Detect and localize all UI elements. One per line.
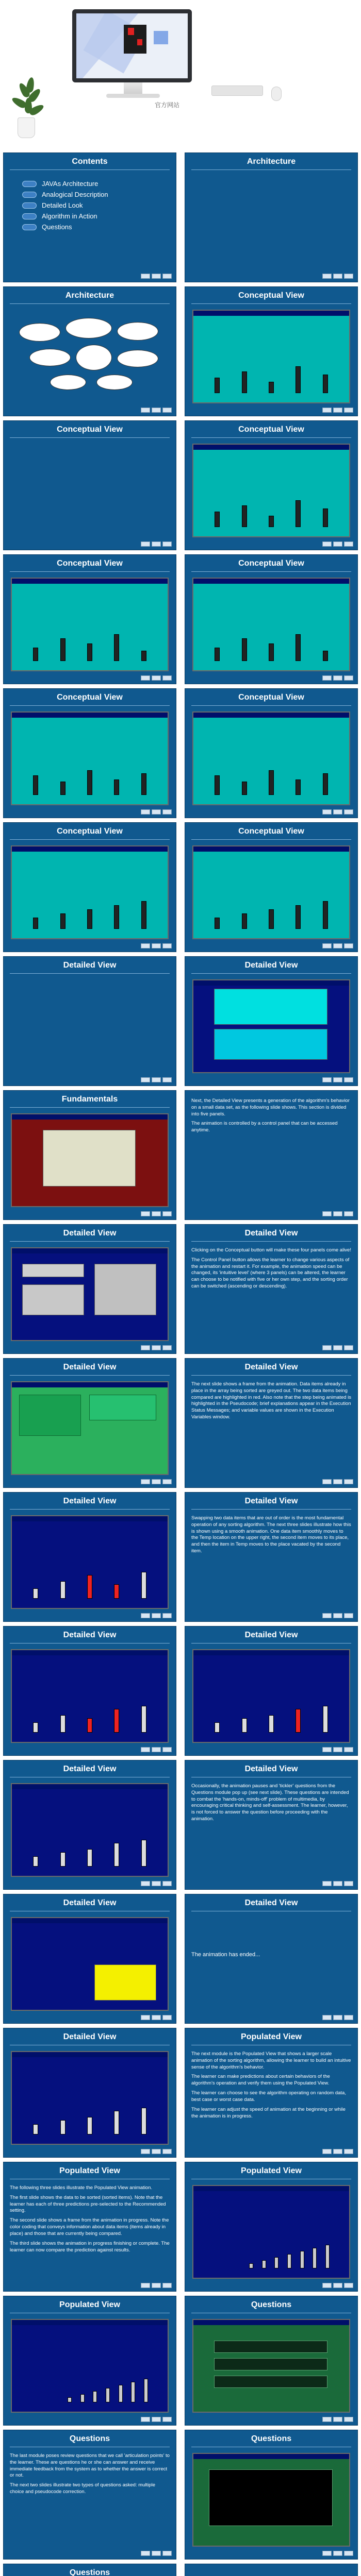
slide-end[interactable] (185, 2564, 358, 2576)
slide-detailed-view[interactable] (3, 1492, 176, 1622)
slide-title: Conceptual View (238, 559, 304, 568)
slide-nav[interactable] (141, 1479, 172, 1484)
slide-conceptual-view[interactable] (185, 688, 358, 818)
slide-nav[interactable] (141, 274, 172, 279)
list-item: Algorithm in Action (22, 212, 108, 220)
slide-body-text: Clicking on the Conceptual button will make these four panels come alive! The Control Panel button allows the learner to change various aspects of the animation and restart it. For example, the animation speed can be changed, its 'intuitive level' (where 3 panels) can be altered, the learner can choose to be notified with five or her own step, and the sorting order can be switched (ascending or descending). (191, 1247, 351, 1290)
slide-title: Detailed View (63, 1363, 117, 1371)
slide-title: Questions (251, 2434, 292, 2443)
slide-body-text: The following three slides illustrate the Populated View animation. The first slide shows the data to be sorted (sorted items). Note that the learner has each of three predictions pre-selected to the Recommended setting. The second slide shows a frame from the animation in progress. Note the color coding that conveys information about data items (items already in place) and those that are currently being compared. The third slide shows the animation in progress finishing or complete. The learner can now compare the prediction against results. (10, 2185, 170, 2253)
slide-nav[interactable] (141, 1881, 172, 1886)
slide-title: Conceptual View (238, 425, 304, 434)
slide-architecture-diagram[interactable] (3, 286, 176, 416)
diagram-node (96, 375, 133, 390)
slide-populated-view[interactable] (185, 2028, 358, 2158)
slide-nav[interactable] (322, 2283, 353, 2288)
slide-nav[interactable] (322, 943, 353, 948)
slide-title: Conceptual View (57, 827, 123, 836)
bullet-icon (22, 224, 37, 230)
slide-nav[interactable] (322, 1211, 353, 1216)
app-window (11, 1917, 169, 2011)
app-window (192, 711, 350, 805)
slide-detailed-view[interactable] (3, 1894, 176, 2024)
slide-nav[interactable] (141, 2283, 172, 2288)
slide-contents[interactable] (3, 152, 176, 282)
slide-detailed-view[interactable] (3, 1358, 176, 1488)
plant-illustration (10, 62, 46, 139)
slide-title: Detailed View (63, 2032, 117, 2041)
slide-title: Contents (72, 157, 108, 166)
monitor-foot (106, 94, 160, 98)
slide-body-text: The last module poses review questions that we call 'articulation points' to the learner. These are questions he or she can answer and receive immediate feedback from the system as to whether the answer is correct or not. The next two slides illustrate two types of questions asked: multiple choice and pseudocode correction. (10, 2453, 170, 2495)
slide-title: Detailed View (63, 961, 117, 970)
app-window (11, 711, 169, 805)
slide-detailed-view[interactable] (185, 1358, 358, 1488)
diagram-node (29, 349, 71, 366)
app-window (192, 444, 350, 537)
app-window (11, 1247, 169, 1341)
app-window (192, 310, 350, 403)
slide-nav[interactable] (141, 2015, 172, 2020)
slide-fundamentals[interactable] (3, 1090, 176, 1220)
slide-questions[interactable] (185, 2296, 358, 2426)
slide-nav[interactable] (141, 541, 172, 547)
app-window (192, 2453, 350, 2547)
slide-title: Populated View (241, 2166, 302, 2175)
bullet-icon (22, 192, 37, 198)
app-window (192, 979, 350, 1073)
slide-nav[interactable] (141, 2149, 172, 2154)
monitor-stand (124, 82, 142, 94)
slide-title: Detailed View (63, 1229, 117, 1238)
slide-nav[interactable] (141, 1747, 172, 1752)
slide-nav[interactable] (322, 1613, 353, 1618)
slide-nav[interactable] (322, 1881, 353, 1886)
diagram-node (50, 375, 86, 390)
slide-body-text: Occasionally, the animation pauses and 'tickler' questions from the Questions module pop up (see next slide). These questions are intended to combat the 'hands-on, minds-off' problem of multimedia, by encouraging critical thinking and self-assessment. The learner, however, is not forced to answer the question before proceeding with the animation. (191, 1783, 349, 1822)
slide-title: Detailed View (244, 1363, 298, 1371)
slide-nav[interactable] (322, 274, 353, 279)
slide-title: Detailed View (63, 1765, 117, 1773)
bullet-icon (22, 202, 37, 209)
slide-title: Detailed View (63, 1899, 117, 1907)
contents-list (22, 180, 108, 234)
slide-title: Detailed View (63, 1631, 117, 1639)
slide-title: Detailed View (244, 1899, 298, 1907)
slide-detailed-view[interactable] (3, 2028, 176, 2158)
slide-nav[interactable] (322, 1345, 353, 1350)
slide-nav[interactable] (322, 1747, 353, 1752)
slide-nav[interactable] (322, 2551, 353, 2556)
slide-questions[interactable] (3, 2564, 176, 2576)
diagram-node (76, 345, 112, 370)
app-window (11, 1783, 169, 1877)
slide-title: Conceptual View (238, 291, 304, 300)
slide-nav[interactable] (322, 408, 353, 413)
slide-title: Questions (69, 2568, 110, 2576)
slide-conceptual-view[interactable] (185, 822, 358, 952)
slide-conceptual-view[interactable] (185, 554, 358, 684)
mouse-illustration (271, 87, 282, 101)
slide-conceptual-view[interactable] (185, 420, 358, 550)
slide-conceptual-view[interactable] (3, 822, 176, 952)
diagram-node (117, 322, 158, 341)
list-item: Analogical Description (22, 191, 108, 198)
app-window (11, 1113, 169, 1207)
app-window (11, 2319, 169, 2413)
slide-title: Conceptual View (57, 693, 123, 702)
app-window (192, 1649, 350, 1743)
slide-questions[interactable] (3, 2430, 176, 2560)
slide-nav[interactable] (322, 1077, 353, 1082)
app-window (11, 1649, 169, 1743)
slide-nav[interactable] (322, 541, 353, 547)
slide-text-panels[interactable] (185, 1090, 358, 1220)
app-window (192, 845, 350, 939)
app-window (11, 578, 169, 671)
slide-nav[interactable] (141, 2551, 172, 2556)
slide-title: Detailed View (244, 1229, 298, 1238)
list-item: Detailed Look (22, 201, 108, 209)
slide-nav[interactable] (141, 1345, 172, 1350)
slide-nav[interactable] (322, 1479, 353, 1484)
app-window (11, 1381, 169, 1475)
slide-title: Detailed View (63, 1497, 117, 1505)
diagram-node (19, 323, 60, 342)
slide-title: Conceptual View (57, 559, 123, 568)
slide-nav[interactable] (322, 2417, 353, 2422)
app-window (192, 2185, 350, 2279)
slide-nav[interactable] (322, 675, 353, 681)
slide-detailed-view[interactable] (3, 1760, 176, 1890)
slide-nav[interactable] (141, 675, 172, 681)
slide-title: Detailed View (244, 1765, 298, 1773)
slide-architecture[interactable] (185, 152, 358, 282)
slide-detailed-view[interactable] (185, 956, 358, 1086)
slide-title: Questions (69, 2434, 110, 2443)
list-item: Questions (22, 223, 108, 231)
slide-conceptual-view[interactable] (3, 554, 176, 684)
diagram-node (65, 318, 112, 338)
slide-title: Conceptual View (238, 827, 304, 836)
slide-nav[interactable] (322, 2149, 353, 2154)
slide-nav[interactable] (141, 1211, 172, 1216)
slide-body-text: Swapping two data items that are out of order is the most fundamental operation of any sorting algorithm. The next three slides illustrate how this is shown using a smooth animation. One data item smoothly moves to the Temp location on the upper right, the second item moves to its place, and then the item in Temp moves to the place vacated by the second item. (191, 1515, 351, 1554)
slide-detailed-view[interactable] (185, 1626, 358, 1756)
slide-nav[interactable] (322, 809, 353, 815)
slide-title: Detailed View (244, 1631, 298, 1639)
slide-title: Architecture (247, 157, 296, 166)
keyboard-illustration (211, 86, 263, 96)
slide-conceptual-view[interactable] (3, 420, 176, 550)
list-item: JAVAs Architecture (22, 180, 108, 188)
slide-title: Fundamentals (61, 1095, 118, 1104)
slide-detailed-view[interactable] (3, 1224, 176, 1354)
bullet-icon (22, 181, 37, 187)
slide-nav[interactable] (322, 2015, 353, 2020)
slide-body-text: Next, the Detailed View presents a generation of the algorithm's behavior on a small data set, as the following slide shows. This section is divided into five panels. The animation is controlled by a control panel that can be accessed anytime. (191, 1098, 350, 1133)
slide-nav[interactable] (141, 408, 172, 413)
monitor-illustration (72, 9, 192, 82)
slide-detailed-view[interactable] (185, 1492, 358, 1622)
slide-detailed-view[interactable] (185, 1224, 358, 1354)
slide-nav[interactable] (141, 2417, 172, 2422)
slide-title: Conceptual View (57, 425, 123, 434)
slide-detailed-view[interactable] (185, 1760, 358, 1890)
slide-title: Populated View (241, 2032, 302, 2041)
slide-title: Architecture (65, 291, 114, 300)
slide-body-text: The next module is the Populated View that shows a larger scale animation of the sorting algorithm, allowing the learner to build an intuitive sense of the algorithm's behavior. The learner can make predictions about certain behaviors of the algorithm's operation and verify them using the Populated View. The learner can choose to see the algorithm operating on random data, best case or worst case data. The learner can adjust the speed of animation at the beginning or while the animation is in progress. (191, 2051, 351, 2119)
slide-title: Populated View (59, 2300, 120, 2309)
slide-body-text: The animation has ended... (191, 1952, 260, 1958)
app-window (192, 578, 350, 671)
slide-questions[interactable] (185, 2430, 358, 2560)
header-caption: 官方网站 (155, 101, 180, 109)
slide-conceptual-view[interactable] (185, 286, 358, 416)
slide-title: Detailed View (244, 1497, 298, 1505)
diagram-node (117, 350, 158, 367)
slide-nav[interactable] (141, 1613, 172, 1618)
slide-conceptual-view[interactable] (3, 688, 176, 818)
slide-populated-view[interactable] (185, 2162, 358, 2292)
slide-detailed-view[interactable] (3, 956, 176, 1086)
slide-nav[interactable] (141, 943, 172, 948)
slide-title: Questions (251, 2300, 292, 2309)
slide-nav[interactable] (141, 1077, 172, 1082)
slide-populated-view[interactable] (3, 2162, 176, 2292)
app-window (11, 2051, 169, 2145)
slide-title: Populated View (59, 2166, 120, 2175)
slide-detailed-view[interactable] (185, 1894, 358, 2024)
header-banner (0, 0, 361, 149)
slide-nav[interactable] (141, 809, 172, 815)
slide-title: Conceptual View (238, 693, 304, 702)
slide-title: Detailed View (244, 961, 298, 970)
slide-body-text: The next slide shows a frame from the animation. Data items already in place in the array being sorted are greyed out. The two data items being compared are highlighted in red. Also note that the step being animated is highlighted in the Pseudocode; brief explanations appear in the Execution Status Messages; and variable values are shown in the Execution Variables window. (191, 1381, 352, 1420)
slide-populated-view[interactable] (3, 2296, 176, 2426)
slide-detailed-view[interactable] (3, 1626, 176, 1756)
app-window (11, 1515, 169, 1609)
app-window (11, 845, 169, 939)
bullet-icon (22, 213, 37, 219)
app-window (192, 2319, 350, 2413)
